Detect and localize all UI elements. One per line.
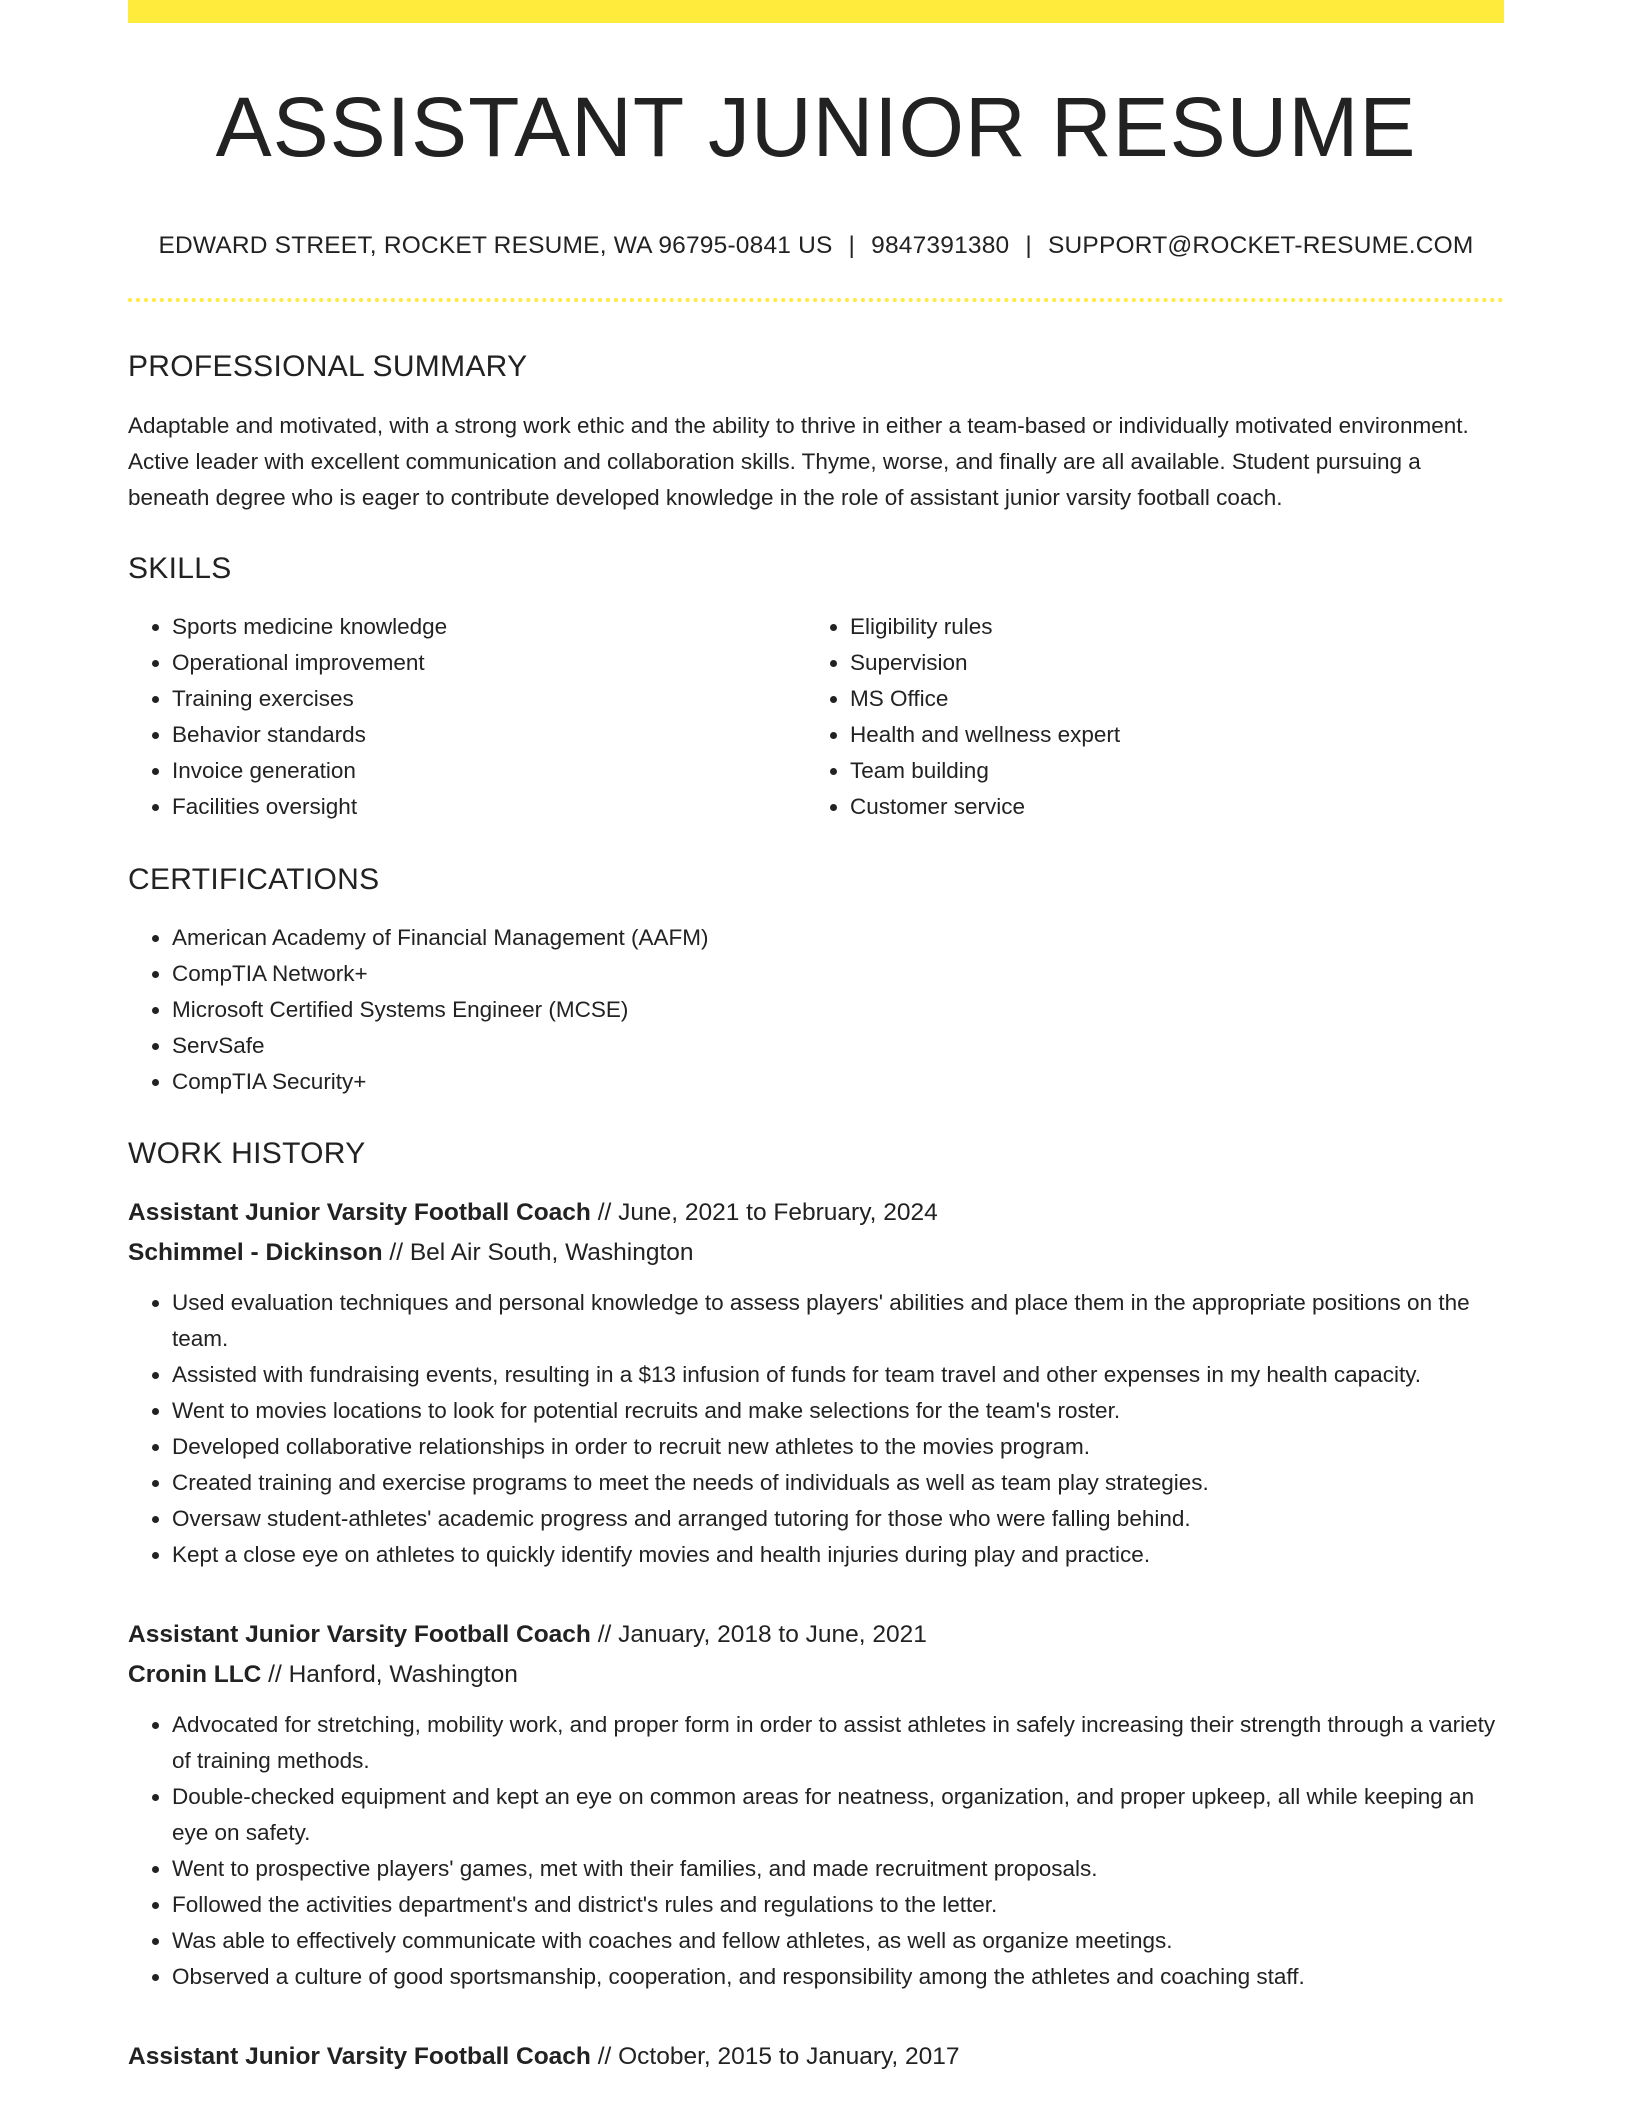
skill-item: • Operational improvement	[172, 645, 806, 681]
summary-heading: PROFESSIONAL SUMMARY	[128, 349, 528, 383]
skills-list-right	[806, 609, 1484, 825]
skill-item: • Team building	[850, 753, 1484, 789]
job-bullet: • Used evaluation techniques and personal knowledge to assess players' abilities and place them in the appropriate positions on the team.	[172, 1285, 1504, 1357]
skills-list-left	[128, 609, 806, 825]
skill-item: • Eligibility rules	[850, 609, 1484, 645]
job-company-line	[128, 1233, 1504, 1273]
contact-email[interactable]: SUPPORT@ROCKET-RESUME.COM	[1047, 232, 1474, 259]
skills-heading: SKILLS	[128, 551, 232, 585]
skills-grid	[128, 609, 1504, 825]
contact-separator: |	[1025, 232, 1032, 259]
contact-separator: |	[848, 232, 856, 259]
job-dates: // October, 2015 to January, 2017	[590, 2042, 960, 2070]
certifications-list	[128, 920, 1504, 1100]
job-company: Cronin LLC	[128, 1660, 262, 1688]
job-bullet: • Advocated for stretching, mobility work, and proper form in order to assist athletes in safely increasing their strength through a variety of training methods.	[172, 1707, 1504, 1779]
job-title-line	[128, 1193, 1504, 1233]
skill-item: • Health and wellness expert	[850, 717, 1484, 753]
skill-item: • MS Office	[850, 681, 1484, 717]
top-accent-bar	[128, 0, 1504, 23]
job-bullets	[128, 1285, 1504, 1573]
dotted-divider	[128, 298, 1504, 302]
summary-section	[128, 349, 1504, 516]
skill-item: • Invoice generation	[172, 753, 806, 789]
contact-address: EDWARD STREET, ROCKET RESUME, WA 96795-0841 US	[158, 232, 833, 259]
certifications-section	[128, 862, 1504, 1100]
certification-item: • CompTIA Network+	[172, 956, 1504, 992]
job-company-line	[128, 1655, 1504, 1695]
job-bullet: • Followed the activities department's and district's rules and regulations to the letter.	[172, 1887, 1504, 1923]
skill-item: • Supervision	[850, 645, 1484, 681]
job-title: Assistant Junior Varsity Football Coach	[128, 1198, 591, 1226]
job-bullet: • Went to prospective players' games, met with their families, and made recruitment proposals.	[172, 1851, 1504, 1887]
resume-title: ASSISTANT JUNIOR RESUME	[215, 80, 1417, 174]
contact-phone[interactable]: 9847391380	[871, 232, 1010, 259]
certifications-heading: CERTIFICATIONS	[128, 862, 380, 896]
job-bullets	[128, 1707, 1504, 1995]
contact-line	[128, 234, 1504, 259]
job-entry	[128, 2037, 1504, 2077]
job-entry	[128, 1615, 1504, 1995]
job-bullet: • Observed a culture of good sportsmanship, cooperation, and responsibility among the athletes and coaching staff.	[172, 1959, 1504, 1995]
job-location: // Hanford, Washington	[261, 1660, 518, 1688]
certification-item: • CompTIA Security+	[172, 1064, 1504, 1100]
skill-item: • Customer service	[850, 789, 1484, 825]
resume-page	[128, 0, 1504, 2077]
job-bullet: • Kept a close eye on athletes to quickly identify movies and health injuries during play and practice.	[172, 1537, 1504, 1573]
work-history-heading: WORK HISTORY	[128, 1136, 366, 1170]
job-company: Schimmel - Dickinson	[128, 1238, 383, 1266]
job-title-line	[128, 1615, 1504, 1655]
job-bullet: • Created training and exercise programs to meet the needs of individuals as well as team play strategies.	[172, 1465, 1504, 1501]
job-title-line	[128, 2037, 1504, 2077]
certification-item: • American Academy of Financial Management (AAFM)	[172, 920, 1504, 956]
job-bullet: • Oversaw student-athletes' academic progress and arranged tutoring for those who were falling behind.	[172, 1501, 1504, 1537]
summary-text: Adaptable and motivated, with a strong work ethic and the ability to thrive in either a team-based or individually motivated environment. Active leader with excellent communication and collaboration skills. Thyme, worse, and finally are all available. Student pursuing a beneath degree who is eager to contribute developed knowledge in the role of assistant junior varsity football coach.	[128, 412, 1469, 510]
skill-item: • Training exercises	[172, 681, 806, 717]
skill-item: • Behavior standards	[172, 717, 806, 753]
job-bullet: • Double-checked equipment and kept an eye on common areas for neatness, organization, and proper upkeep, all while keeping an eye on safety.	[172, 1779, 1504, 1851]
job-title: Assistant Junior Varsity Football Coach	[128, 2042, 591, 2070]
certification-item: • ServSafe	[172, 1028, 1504, 1064]
job-bullet: • Was able to effectively communicate with coaches and fellow athletes, as well as organize meetings.	[172, 1923, 1504, 1959]
job-dates: // January, 2018 to June, 2021	[590, 1620, 927, 1648]
job-bullet: • Went to movies locations to look for potential recruits and make selections for the team's roster.	[172, 1393, 1504, 1429]
job-bullet: • Developed collaborative relationships in order to recruit new athletes to the movies program.	[172, 1429, 1504, 1465]
certification-item: • Microsoft Certified Systems Engineer (MCSE)	[172, 992, 1504, 1028]
job-title: Assistant Junior Varsity Football Coach	[128, 1620, 591, 1648]
skills-section	[128, 551, 1504, 825]
skill-item: • Sports medicine knowledge	[172, 609, 806, 645]
work-history-section	[128, 1136, 1504, 2077]
job-location: // Bel Air South, Washington	[382, 1238, 694, 1266]
job-dates: // June, 2021 to February, 2024	[590, 1198, 938, 1226]
job-bullet: • Assisted with fundraising events, resulting in a $13 infusion of funds for team travel and other expenses in my health capacity.	[172, 1357, 1504, 1393]
job-entry	[128, 1193, 1504, 1573]
skill-item: • Facilities oversight	[172, 789, 806, 825]
